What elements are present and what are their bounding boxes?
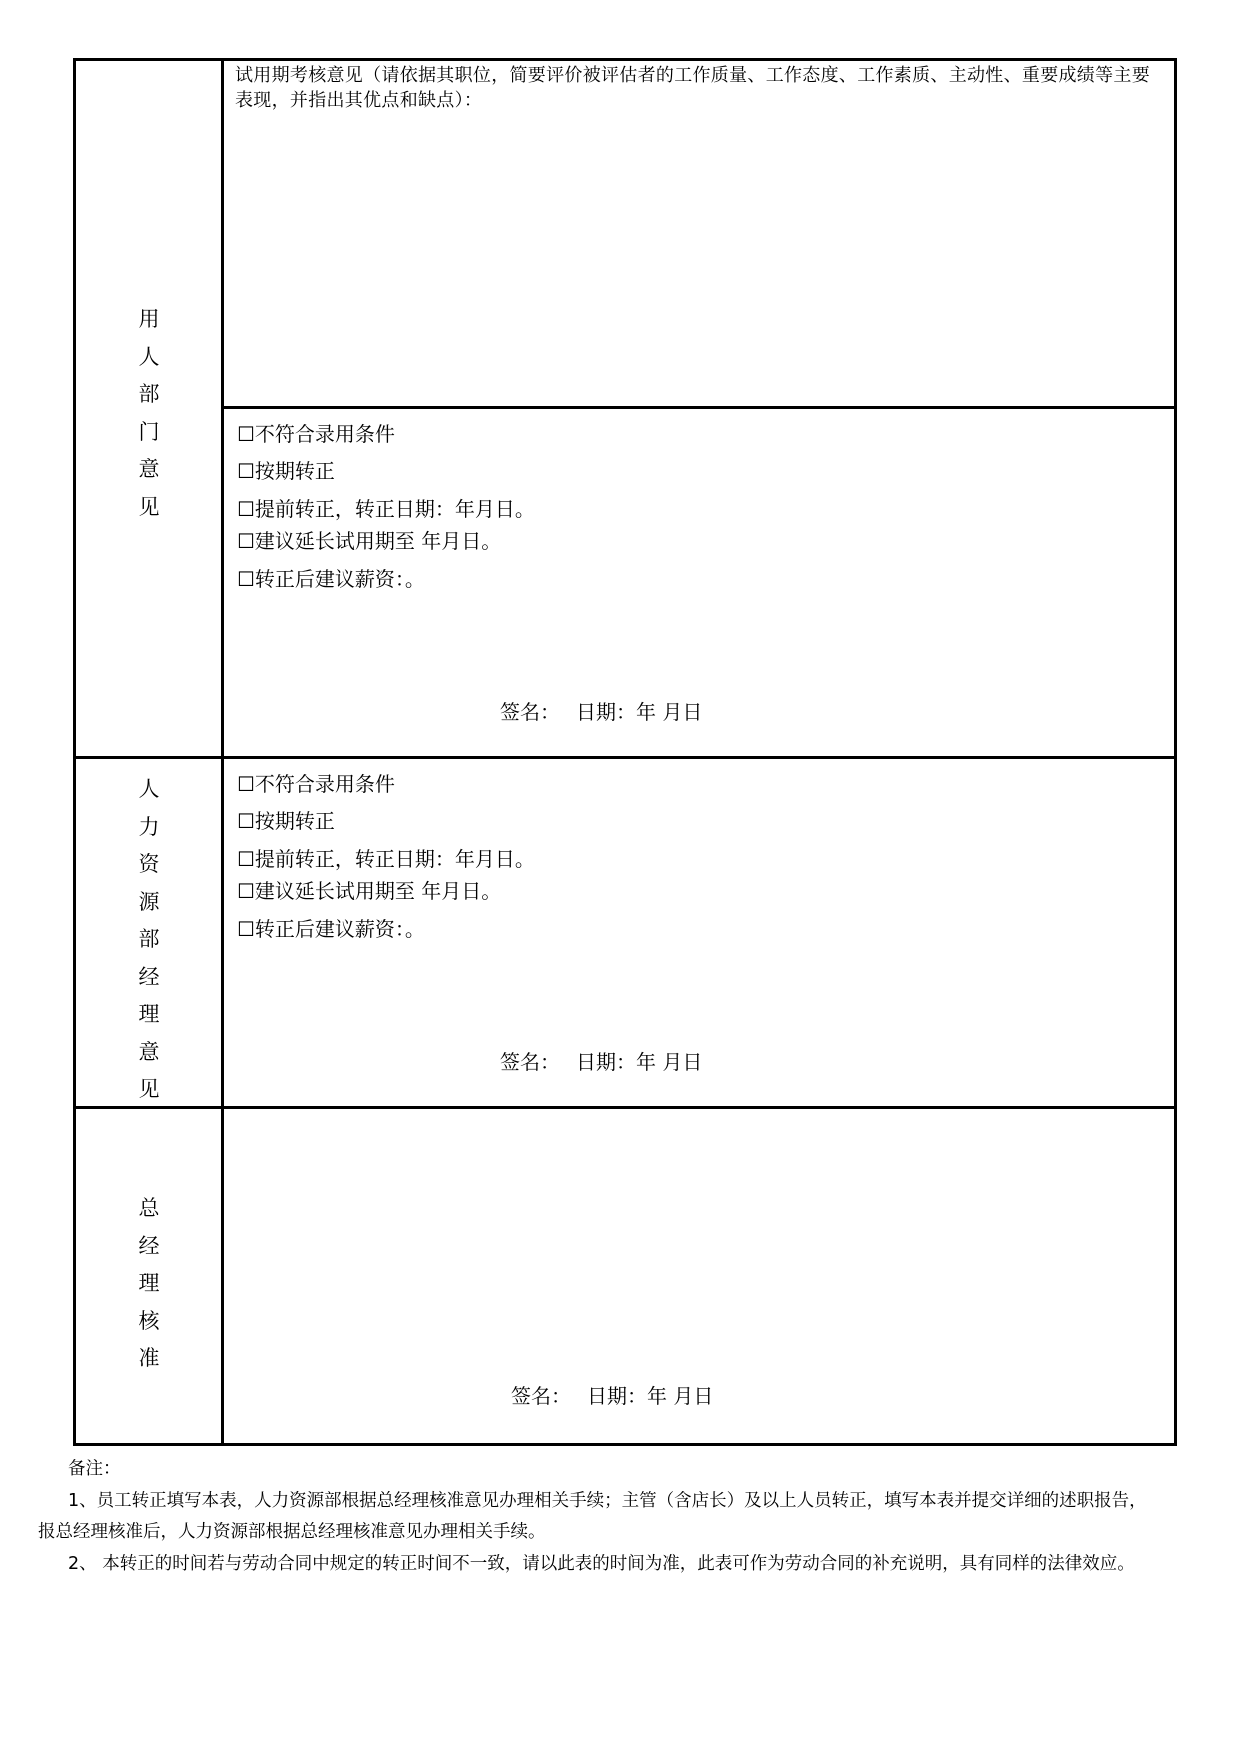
hr-label-char: 意 [138, 1039, 160, 1064]
dept-date-label: 日期：年 月日 [576, 700, 703, 724]
hr-sign-label: 签名： [500, 1050, 560, 1074]
dept-option-extend[interactable]: ☐建议延长试用期至 年月日。 [237, 529, 502, 553]
gm-approval-label [76, 1190, 222, 1378]
assessment-prompt [235, 63, 1170, 113]
gm-label-char: 准 [138, 1346, 160, 1370]
dept-option-not-qualified[interactable]: ☐不符合录用条件 [237, 422, 395, 446]
hr-label-char: 资 [138, 852, 160, 876]
gm-sign-label: 签名： [511, 1384, 571, 1408]
assessment-prompt-line1: 试用期考核意见（请依据其职位，简要评价被评估者的工作质量、工作态度、工作素质、主动性、重要成绩等主要 [235, 65, 1150, 86]
notes-line-3: 2、 本转正的时间若与劳动合同中规定的转正时间不一致，请以此表的时间为准，此表可作为劳动合同的补充说明，具有同样的法律效应。 [68, 1554, 1135, 1574]
dept-option-early[interactable]: ☐提前转正，转正日期：年月日。 [237, 497, 535, 521]
dept-label-char: 见 [138, 494, 160, 519]
dept-label-char: 用 [138, 307, 160, 331]
dept-hr-divider [73, 756, 1177, 759]
hr-gm-divider [73, 1106, 1177, 1109]
dept-label-char: 门 [138, 419, 160, 444]
hr-label-char: 理 [138, 1002, 160, 1026]
notes-line-2: 报总经理核准后，人力资源部根据总经理核准意见办理相关手续。 [38, 1522, 546, 1542]
dept-option-on-schedule[interactable]: ☐按期转正 [237, 459, 335, 483]
dept-option-salary[interactable]: ☐转正后建议薪资：。 [237, 567, 425, 591]
hr-label-char: 源 [138, 889, 160, 914]
dept-label-char: 部 [138, 382, 160, 406]
assessment-prompt-line2: 表现，并指出其优点和缺点）： [235, 90, 483, 111]
notes-title: 备注： [68, 1459, 121, 1479]
dept-assessment-divider [221, 406, 1177, 409]
gm-label-char: 核 [138, 1308, 160, 1333]
hr-option-extend[interactable]: ☐建议延长试用期至 年月日。 [237, 879, 502, 903]
dept-label-char: 人 [138, 344, 160, 369]
hr-label-char: 经 [138, 964, 160, 989]
gm-label-char: 经 [138, 1233, 160, 1258]
dept-label-char: 意 [138, 457, 160, 481]
hr-opinion-label [76, 771, 222, 1109]
hr-label-char: 部 [138, 927, 160, 951]
gm-label-char: 总 [138, 1196, 160, 1220]
hr-label-char: 见 [138, 1077, 160, 1101]
notes-line-1: 1、员工转正填写本表，人力资源部根据总经理核准意见办理相关手续；主管（含店长）及以上人员转正，填写本表并提交详细的述职报告， [68, 1491, 1147, 1511]
hr-label-char: 力 [138, 814, 160, 839]
hr-option-not-qualified[interactable]: ☐不符合录用条件 [237, 772, 395, 796]
hr-option-salary[interactable]: ☐转正后建议薪资：。 [237, 917, 425, 941]
hr-option-early[interactable]: ☐提前转正，转正日期：年月日。 [237, 847, 535, 871]
assessment-text-area[interactable] [226, 115, 1172, 401]
dept-opinion-label [76, 301, 222, 526]
hr-label-char: 人 [138, 777, 160, 801]
gm-approval-area[interactable] [226, 1112, 1172, 1372]
gm-date-label: 日期：年 月日 [587, 1384, 714, 1408]
hr-option-on-schedule[interactable]: ☐按期转正 [237, 809, 335, 833]
gm-label-char: 理 [138, 1271, 160, 1295]
dept-sign-label: 签名： [500, 700, 560, 724]
hr-date-label: 日期：年 月日 [576, 1050, 703, 1074]
